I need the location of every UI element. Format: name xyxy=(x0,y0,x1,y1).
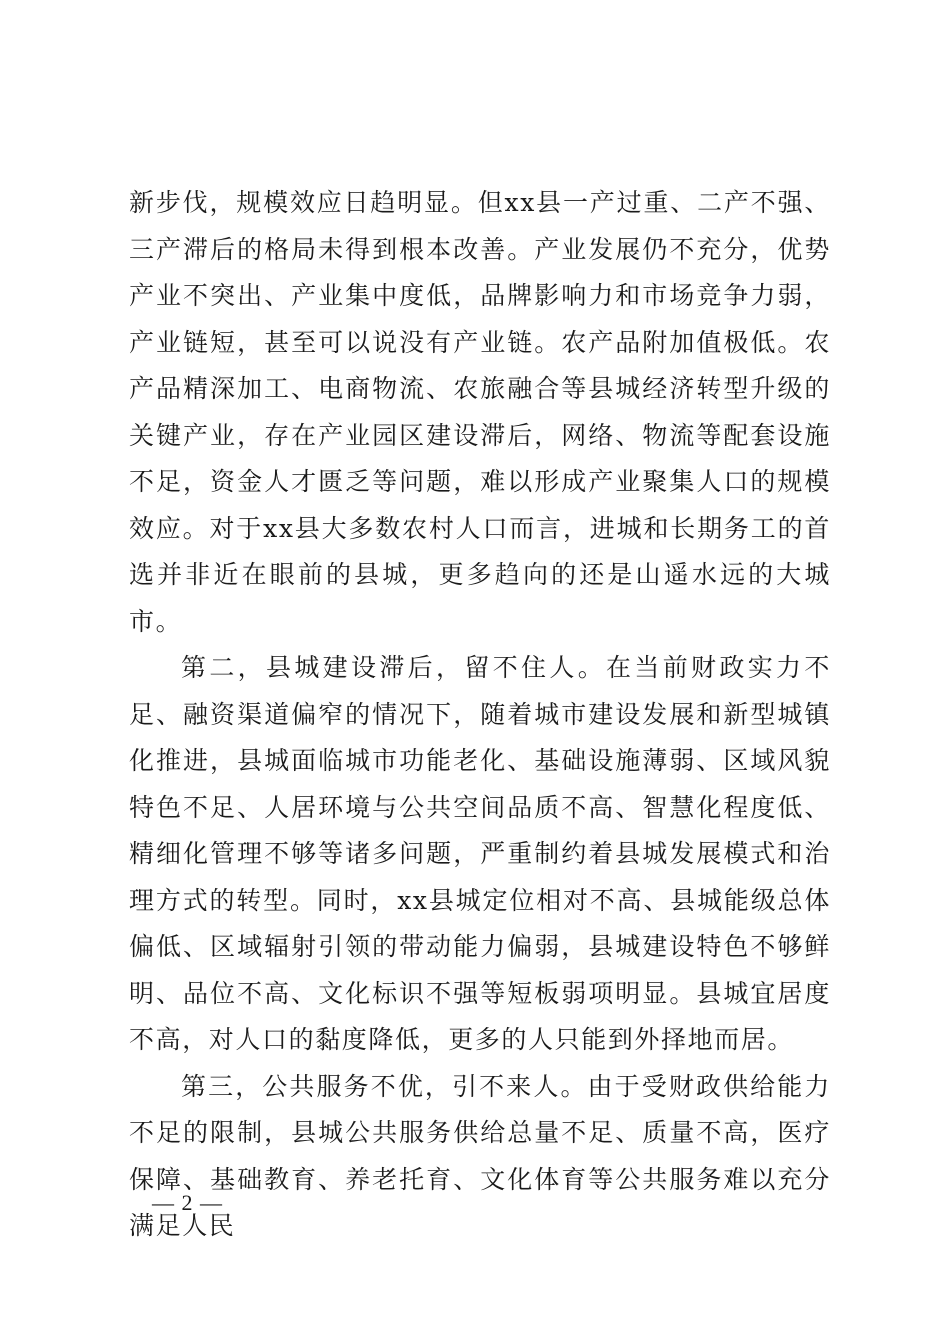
body-text xyxy=(129,180,831,1250)
paragraph-continued: 新步伐，规模效应日趋明显。但xx县一产过重、二产不强、三产滞后的格局未得到根本改善。产业发展仍不充分，优势产业不突出、产业集中度低，品牌影响力和市场竞争力弱，产业链短，甚至可以说没有产业链。农产品附加值极低。农产品精深加工、电商物流、农旅融合等县城经济转型升级的关键产业，存在产业园区建设滞后，网络、物流等配套设施不足，资金人才匮乏等问题，难以形成产业聚集人口的规模效应。对于xx县大多数农村人口而言，进城和长期务工的首选并非近在眼前的县城，更多趋向的还是山遥水远的大城市。 xyxy=(129,188,831,636)
paragraph-second-point: 第二，县城建设滞后，留不住人。在当前财政实力不足、融资渠道偏窄的情况下，随着城市建设发展和新型城镇化推进，县城面临城市功能老化、基础设施薄弱、区域风貌特色不足、人居环境与公共空间品质不高、智慧化程度低、精细化管理不够等诸多问题，严重制约着县城发展模式和治理方式的转型。同时，xx县城定位相对不高、县城能级总体偏低、区域辐射引领的带动能力偏弱，县城建设特色不够鲜明、品位不高、文化标识不强等短板弱项明显。县城宜居度不高，对人口的黏度降低，更多的人只能到外择地而居。 xyxy=(129,653,831,1054)
page-number: — 2 — xyxy=(152,1190,223,1215)
paragraph-third-point: 第三，公共服务不优，引不来人。由于受财政供给能力不足的限制，县城公共服务供给总量不足、质量不高，医疗保障、基础教育、养老托育、文化体育等公共服务难以充分满足人民 xyxy=(129,1071,831,1240)
